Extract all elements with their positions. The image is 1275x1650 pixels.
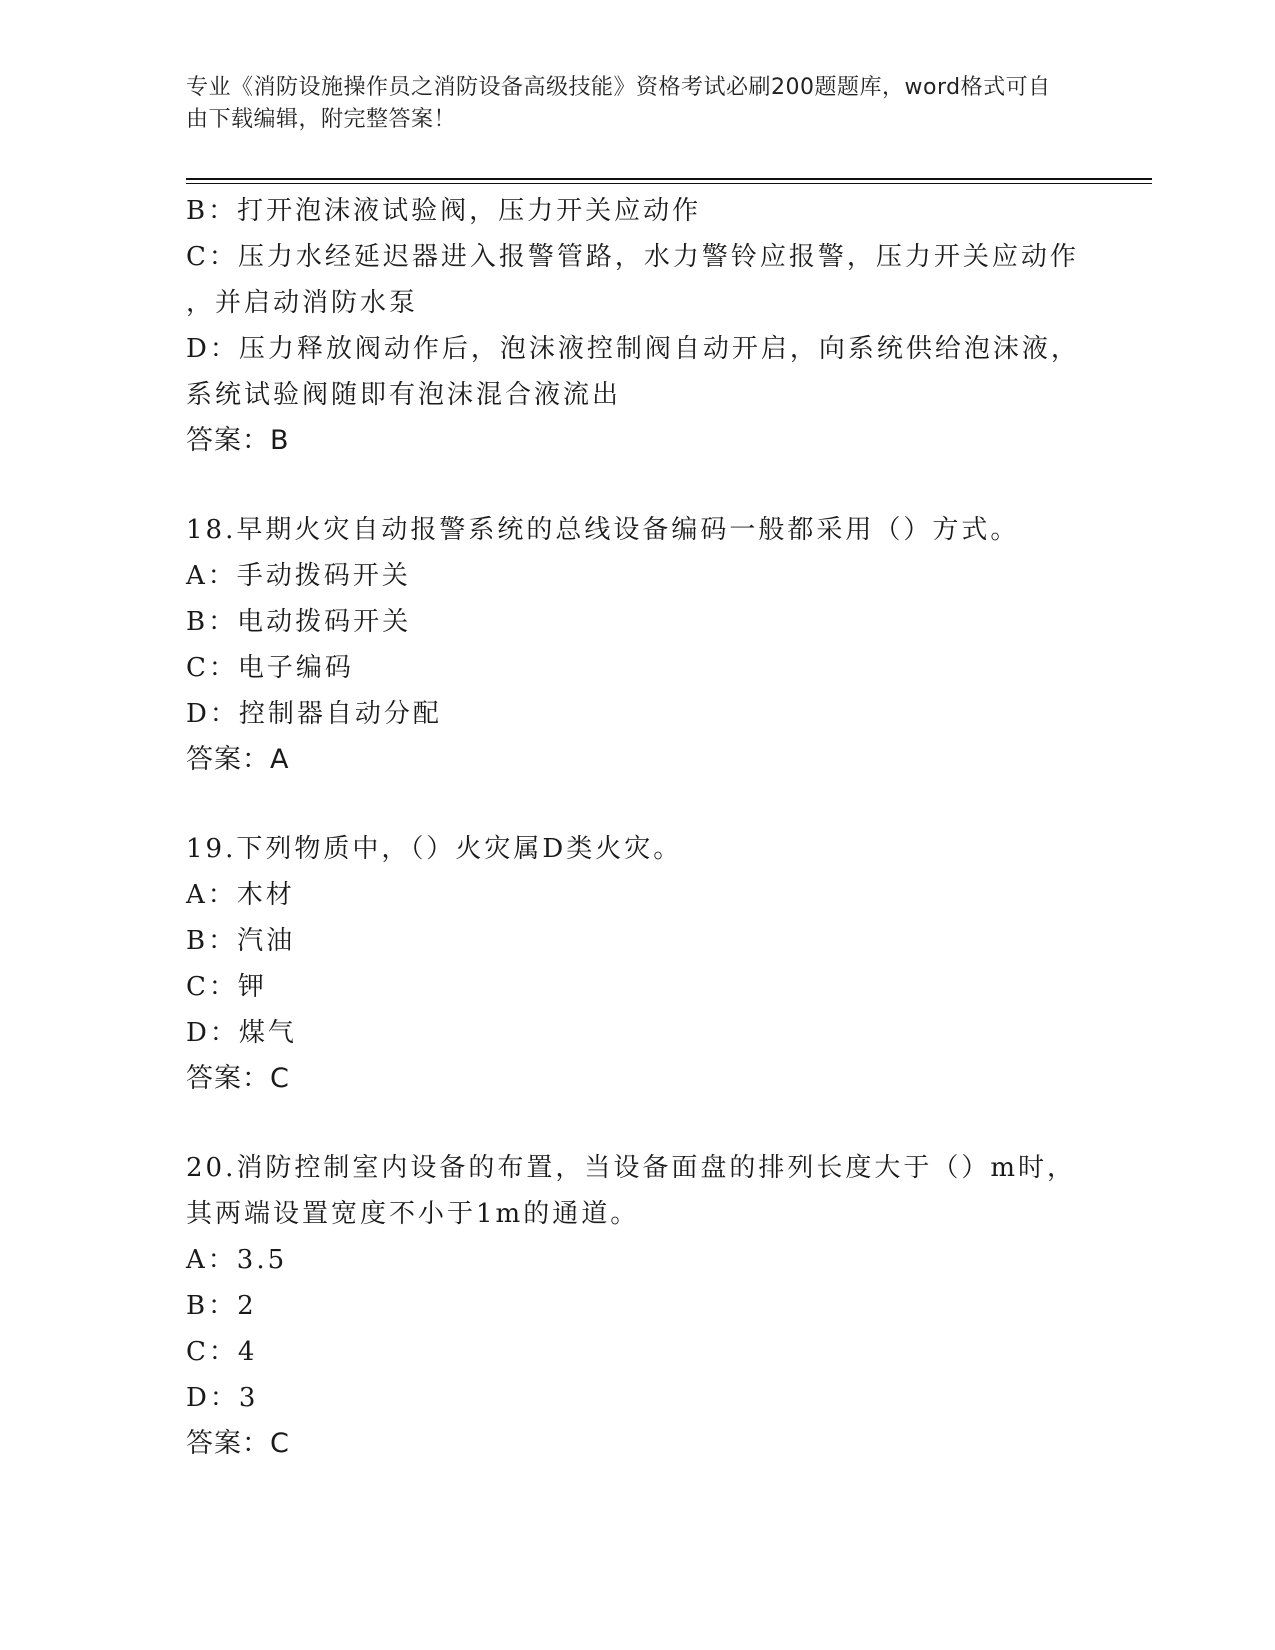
q17-option-b: B：打开泡沫液试验阀，压力开关应动作: [186, 196, 702, 226]
q20-option-b: B：2: [186, 1291, 257, 1321]
header-rule-thin: [186, 183, 1152, 184]
q20-option-a: A：3.5: [186, 1245, 288, 1275]
q18-option-b: B：电动拨码开关: [186, 607, 412, 637]
q20-question-line1: 20.消防控制室内设备的布置，当设备面盘的排列长度大于（）m时，: [186, 1153, 1077, 1183]
q20-question-line2: 其两端设置宽度不小于1m的通道。: [186, 1199, 640, 1229]
q18-answer: 答案：A: [186, 744, 290, 775]
q19-option-c: C：钾: [186, 972, 267, 1002]
q17-option-d-line2: 系统试验阀随即有泡沫混合液流出: [186, 380, 622, 410]
header-rule-thick: [186, 178, 1152, 180]
q17-option-c-line1: C：压力水经延迟器进入报警管路，水力警铃应报警，压力开关应动作: [186, 242, 1079, 272]
spacer: [186, 783, 1086, 826]
question-list: [186, 188, 1086, 1467]
spacer: [186, 1102, 1086, 1145]
question-19: [186, 826, 1086, 1102]
q19-question: 19.下列物质中，（）火灾属D类火灾。: [186, 834, 683, 864]
q19-option-d: D：煤气: [186, 1018, 297, 1048]
q17-option-d-line1: D：压力释放阀动作后，泡沫液控制阀自动开启，向系统供给泡沫液，: [186, 334, 1080, 364]
spacer: [186, 464, 1086, 507]
q17-answer: 答案：B: [186, 425, 290, 456]
q18-option-c: C：电子编码: [186, 653, 354, 683]
q18-option-d: D：控制器自动分配: [186, 699, 442, 729]
q18-question: 18.早期火灾自动报警系统的总线设备编码一般都采用（）方式。: [186, 515, 1020, 545]
q19-answer: 答案：C: [186, 1063, 290, 1094]
question-18: [186, 507, 1086, 783]
q20-option-c: C：4: [186, 1337, 258, 1367]
q19-option-b: B：汽油: [186, 926, 296, 956]
q20-option-d: D：3: [186, 1383, 259, 1413]
document-header: 专业《消防设施操作员之消防设备高级技能》资格考试必刷200题题库，word格式可自由下载编辑，附完整答案！: [186, 75, 1051, 132]
q18-option-a: A：手动拨码开关: [186, 561, 411, 591]
q17-option-c-line2: ，并启动消防水泵: [186, 288, 419, 318]
question-17: [186, 188, 1086, 464]
q19-option-a: A：木材: [186, 880, 295, 910]
q20-answer: 答案：C: [186, 1428, 290, 1459]
question-20: [186, 1145, 1086, 1467]
